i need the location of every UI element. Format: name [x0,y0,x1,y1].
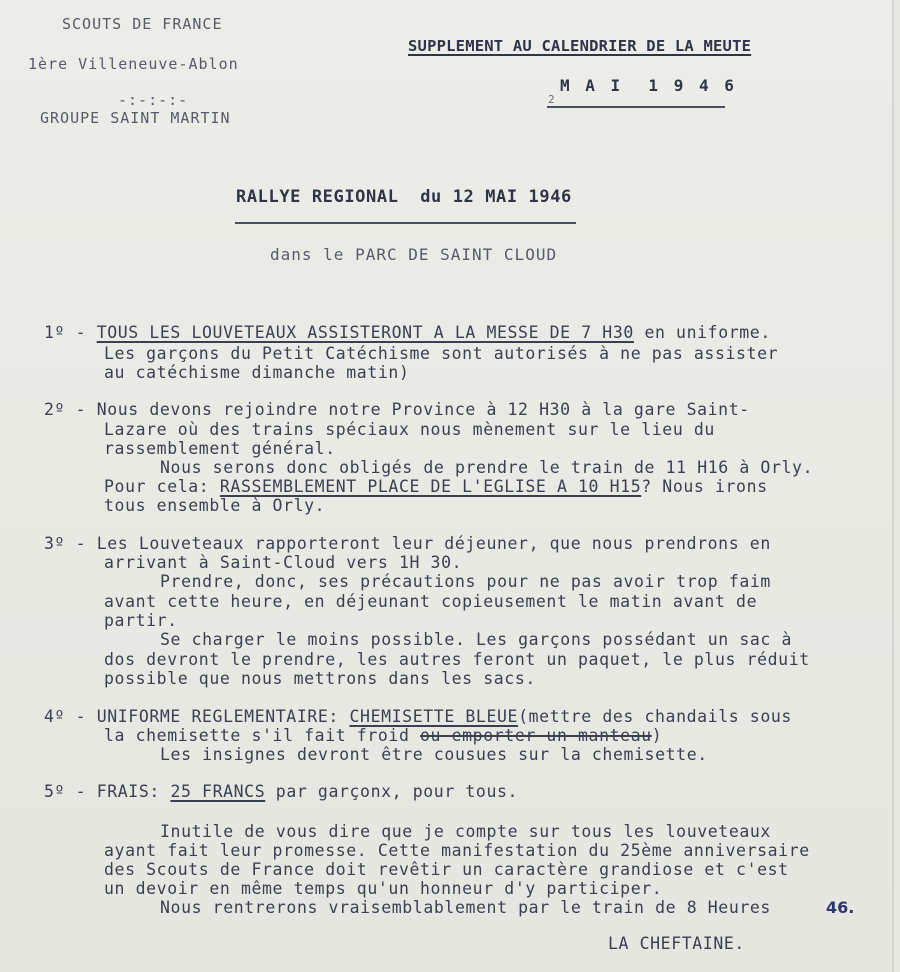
point-3-line-8: possible que nous mettrons dans les sacs. [104,669,536,688]
header-mark: 2 [548,93,556,106]
point-2-line-5-a: Pour cela: [104,477,220,496]
point-2-line-2: Lazare où des trains spéciaux nous mènement sur le lieu du [104,420,715,439]
point-2-meeting-place: RASSEMBLEMENT PLACE DE L'EGLISE A 10 H15 [219,477,642,496]
group-name: GROUPE SAINT MARTIN [40,109,231,127]
point-1-lead-rest: en uniforme. [633,323,771,342]
point-4-line-2-b: ) [651,726,663,745]
point-4-struck-text: ou emporter un manteau [420,726,652,745]
point-4-line-2 [104,726,662,746]
closing-line-5: Nous rentrerons vraisemblablement par le train de 8 Heures [160,898,771,917]
ornament: -:-:-:- [118,91,189,109]
point-3-line-4: avant cette heure, en déjeunant copieusement le matin avant de [104,592,758,611]
org-name: SCOUTS DE FRANCE [62,15,223,33]
point-3 [44,534,771,554]
point-5-rest: par garçonx, pour tous. [265,782,519,801]
point-3-line-7: dos devront le prendre, les autres feront un paquet, le plus réduit [104,650,810,669]
month-underline [547,106,725,108]
title-underline [235,222,576,224]
point-2-line-5 [104,477,768,497]
point-3-number: 3º - [44,534,87,553]
point-1-number: 1º - [44,323,87,342]
event-location: dans le PARC DE SAINT CLOUD [270,245,558,264]
point-3-line-5: partir. [104,611,178,630]
supplement-title: SUPPLEMENT AU CALENDRIER DE LA MEUTE [408,37,752,55]
point-3-line-2: arrivant à Saint-Cloud vers 1H 30. [104,553,463,572]
closing-line-4: un devoir en même temps qu'un honneur d'y participer. [104,879,663,898]
unit-name: 1ère Villeneuve-Ablon [28,55,239,73]
point-5 [44,782,518,802]
point-3-line-3: Prendre, donc, ses précautions pour ne pas avoir trop faim [160,572,771,591]
point-4-uniform: CHEMISETTE BLEUE [349,707,519,726]
event-title: RALLYE REGIONAL du 12 MAI 1946 [236,187,572,207]
point-4-line-2-a: la chemisette s'il fait froid [104,726,421,745]
point-2 [44,400,750,420]
month-year: M A I 1 9 4 6 [560,76,737,95]
point-2-line-6: tous ensemble à Orly. [104,496,326,515]
point-2-line-4: Nous serons donc obligés de prendre le train de 11 H16 à Orly. [160,458,814,477]
point-1 [44,323,771,343]
point-1-line-2: Les garçons du Petit Catéchisme sont autorisés à ne pas assister [104,344,779,363]
point-4 [44,707,792,727]
point-5-fee: 25 FRANCS [170,782,266,801]
point-1-line-3: au catéchisme dimanche matin) [104,363,410,382]
handwritten-note: 46. [826,898,855,917]
point-4-rest: (mettre des chandails sous [518,707,792,726]
point-2-line-5-b: ? Nous irons [641,477,768,496]
point-2-number: 2º - [44,400,87,419]
point-1-lead: TOUS LES LOUVETEAUX ASSISTERONT A LA MESSE DE 7 H30 [96,323,634,342]
point-4-number: 4º - [44,707,87,726]
point-4-line-3: Les insignes devront être cousues sur la chemisette. [160,745,708,764]
point-2-line-3: rassemblement général. [104,439,336,458]
signature: LA CHEFTAINE. [608,934,745,953]
point-5-number: 5º - [44,782,87,801]
point-2-line-1: Nous devons rejoindre notre Province à 12 H30 à la gare Saint- [96,400,750,419]
point-3-line-6: Se charger le moins possible. Les garçons possédant un sac à [160,630,793,649]
closing-line-3: des Scouts de France doit revêtir un caractère grandiose et c'est [104,860,789,879]
point-3-line-1: Les Louveteaux rapporteront leur déjeuner, que nous prendrons en [96,534,771,553]
closing-line-1: Inutile de vous dire que je compte sur tous les louveteaux [160,822,771,841]
closing-line-2: ayant fait leur promesse. Cette manifestation du 25ème anniversaire [104,841,810,860]
point-5-label: FRAIS: [96,782,160,801]
point-4-label: UNIFORME REGLEMENTAIRE: [96,707,339,726]
